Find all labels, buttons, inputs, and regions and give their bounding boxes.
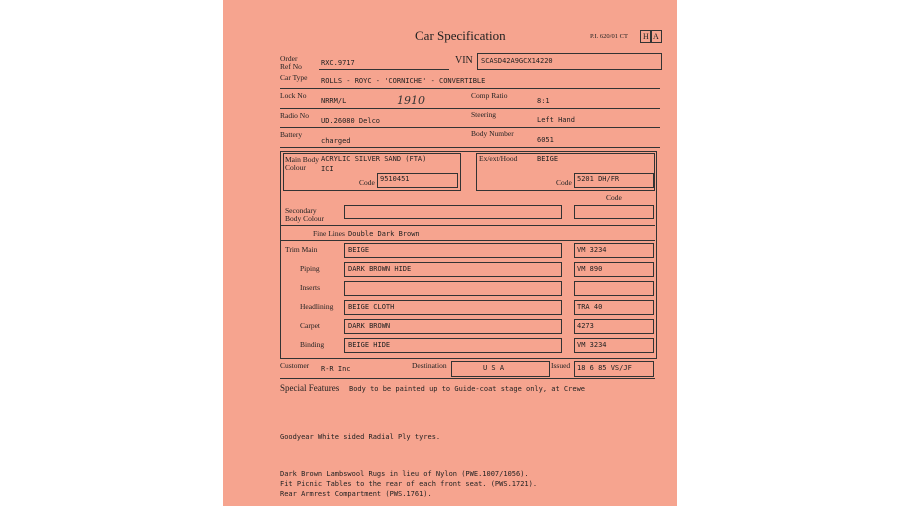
mark-a: A	[653, 32, 659, 41]
trim-code-3: TRA 40	[577, 303, 603, 311]
car-type-value: ROLLS - ROYC - 'CORNICHE' - CONVERTIBLE	[321, 77, 486, 85]
special-line-2: Goodyear White sided Radial Ply tyres.	[280, 433, 441, 441]
special-line-3: Dark Brown Lambswool Rugs in lieu of Nylon (PWE.1007/1056).	[280, 470, 529, 478]
destination-label: Destination	[412, 361, 447, 370]
trim-value-box-2	[344, 281, 562, 296]
spec-sheet	[223, 0, 677, 506]
secondary-label-1: Secondary	[285, 206, 317, 215]
trim-row-label-2: Inserts	[300, 283, 320, 292]
issued-value: 18 6 85 VS/JF	[577, 364, 632, 372]
order-ref-label-2: Ref No	[280, 62, 302, 71]
customer-label: Customer	[280, 361, 310, 370]
main-body-label-2: Colour	[285, 163, 306, 172]
steering-label: Steering	[471, 110, 496, 119]
lock-no-label: Lock No	[280, 91, 307, 100]
hood-code-label: Code	[556, 178, 572, 187]
trim-code-1: VM 890	[577, 265, 603, 273]
trim-code-4: 4273	[577, 322, 594, 330]
main-body-code-label: Code	[359, 178, 375, 187]
trim-row-label-0: Trim Main	[285, 245, 318, 254]
trim-value-1: DARK BROWN HIDE	[348, 265, 412, 273]
comp-ratio-value: 8:1	[537, 97, 550, 105]
main-body-code-value: 9510451	[380, 175, 410, 183]
main-body-label-1: Main Body	[285, 155, 319, 164]
trim-row-label-1: Piping	[300, 264, 320, 273]
issued-label: Issued	[551, 361, 571, 370]
order-ref-value: RXC.9717	[321, 59, 355, 67]
trim-row-label-5: Binding	[300, 340, 325, 349]
secondary-label-2: Body Colour	[285, 214, 324, 223]
secondary-value-box	[344, 205, 562, 219]
customer-value: R-R Inc	[321, 365, 351, 373]
trim-value-0: BEIGE	[348, 246, 370, 254]
mark-a-box	[650, 30, 662, 43]
steering-value: Left Hand	[537, 116, 575, 124]
radio-no-value: UD.26080 Delco	[321, 117, 381, 125]
battery-value: charged	[321, 137, 351, 145]
hood-label: Ex/ext/Hood	[479, 154, 518, 163]
secondary-code-box	[574, 205, 654, 219]
trim-row-label-4: Carpet	[300, 321, 320, 330]
lock-no-value: NRRM/L	[321, 97, 347, 105]
trim-value-4: DARK BROWN	[348, 322, 391, 330]
form-code: P.I. 620/01 CT	[590, 33, 628, 40]
fine-lines-label: Fine Lines	[313, 229, 345, 238]
lock-no-handwritten: 1910	[397, 94, 425, 107]
trim-row-label-3: Headlining	[300, 302, 334, 311]
trim-value-3: BEIGE CLOTH	[348, 303, 395, 311]
body-number-label: Body Number	[471, 129, 514, 138]
page-title: Car Specification	[415, 28, 506, 43]
order-ref-label-1: Order	[280, 54, 298, 63]
mark-h: H	[643, 32, 649, 41]
hood-value: BEIGE	[537, 155, 559, 163]
destination-value: U S A	[483, 364, 505, 372]
comp-ratio-label: Comp Ratio	[471, 91, 508, 100]
radio-no-label: Radio No	[280, 111, 309, 120]
trim-code-0: VM 3234	[577, 246, 607, 254]
car-type-label: Car Type	[280, 73, 308, 82]
vin-value: SCASD42A9GCX14220	[481, 57, 553, 65]
main-body-value-1: ACRYLIC SILVER SAND (FTA)	[321, 155, 427, 163]
battery-label: Battery	[280, 130, 303, 139]
trim-code-5: VM 3234	[577, 341, 607, 349]
trim-code-box-2	[574, 281, 654, 296]
fine-lines-value: Double Dark Brown	[348, 230, 420, 238]
special-line-4: Fit Picnic Tables to the rear of each front seat. (PWS.1721).	[280, 480, 538, 488]
special-line-1: Body to be painted up to Guide-coat stage only, at Crewe	[349, 385, 586, 393]
trim-value-5: BEIGE HIDE	[348, 341, 391, 349]
trim-value-box-0	[344, 243, 562, 258]
secondary-code-label: Code	[606, 193, 622, 202]
hood-code-value: 5201 DH/FR	[577, 175, 620, 183]
body-number-value: 6051	[537, 136, 554, 144]
main-body-value-2: ICI	[321, 165, 334, 173]
vin-label: VIN	[455, 55, 473, 66]
special-line-5: Rear Armrest Compartment (PWS.1761).	[280, 490, 432, 498]
special-features-label: Special Features	[280, 383, 340, 393]
